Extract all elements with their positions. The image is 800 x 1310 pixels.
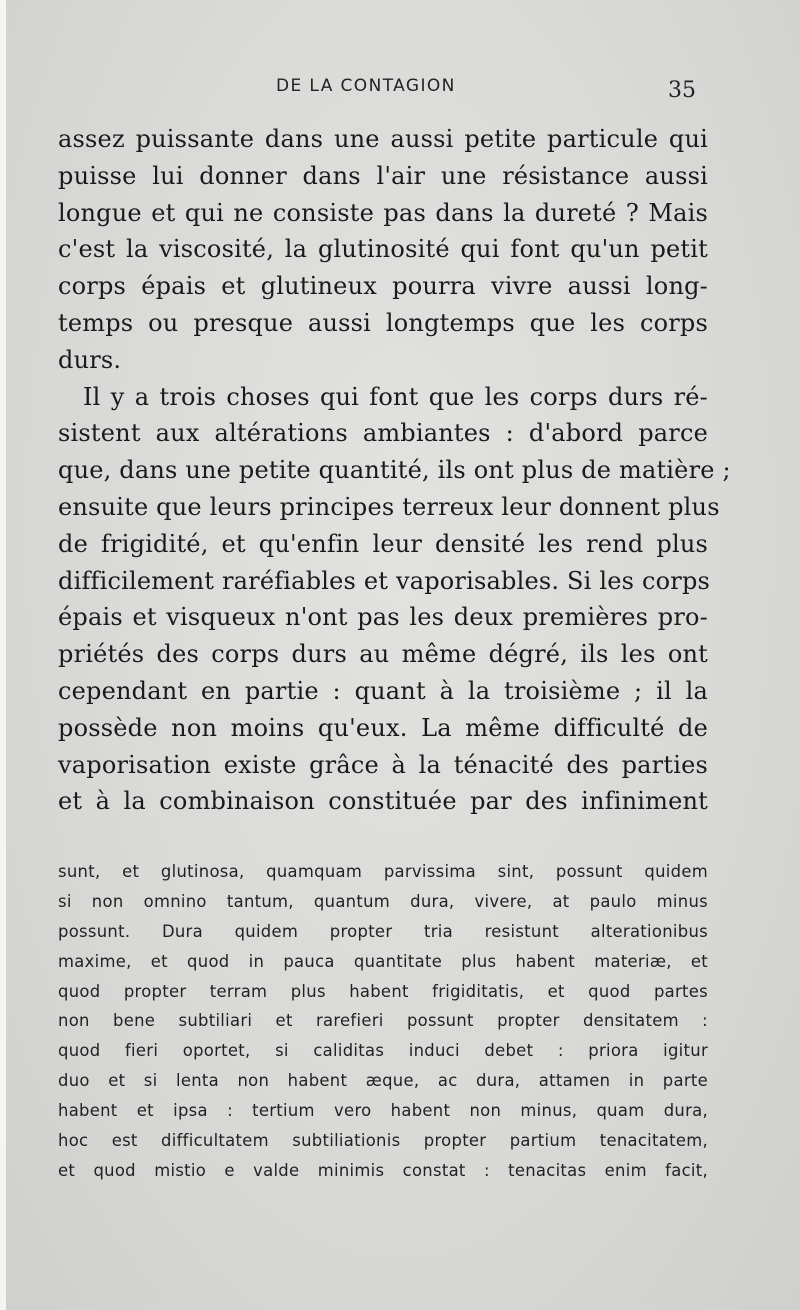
- page-number: 35: [668, 78, 696, 103]
- running-title: DE LA CONTAGION: [276, 76, 456, 96]
- text-line: vaporisation existe grâce à la ténacité des parties: [58, 750, 708, 779]
- main-text: [58, 121, 731, 820]
- footnote-line: quod propter terram plus habent frigiditatis, et quod partes: [58, 981, 708, 1001]
- text-line: temps ou presque aussi longtemps que les corps: [58, 308, 708, 337]
- footnote-line: non bene subtiliari et rarefieri possunt propter densitatem :: [58, 1011, 708, 1031]
- text-line: longue et qui ne consiste pas dans la dureté ? Mais: [58, 198, 708, 227]
- text-line: possède non moins qu'eux. La même difficulté de: [58, 713, 708, 742]
- text-line: c'est la viscosité, la glutinosité qui font qu'un petit: [58, 235, 708, 264]
- footnote-line: maxime, et quod in pauca quantitate plus habent materiæ, et: [58, 951, 708, 971]
- text-line: Il y a trois choses qui font que les corps durs ré-: [83, 382, 708, 411]
- text-line: priétés des corps durs au même dégré, ils les ont: [58, 640, 708, 669]
- text-line: assez puissante dans une aussi petite particule qui: [58, 125, 708, 153]
- text-line: et à la combinaison constituée par des infiniment: [58, 787, 708, 816]
- text-line: durs.: [58, 345, 122, 374]
- page-edge: [0, 0, 6, 1310]
- footnote-line: sunt, et glutinosa, quamquam parvissima sint, possunt quidem: [58, 862, 708, 881]
- footnote-line: et quod mistio e valde minimis constat : tenacitas enim facit,: [58, 1160, 708, 1180]
- text-line: ensuite que leurs principes terreux leur donnent plus: [58, 492, 720, 521]
- footnote-line: habent et ipsa : tertium vero habent non minus, quam dura,: [58, 1101, 708, 1121]
- footnote-line: possunt. Dura quidem propter tria resistunt alterationibus: [58, 921, 708, 941]
- text-line: cependant en partie : quant à la troisième ; il la: [58, 676, 708, 705]
- text-line: difficilement raréfiables et vaporisables. Si les corps: [58, 566, 711, 595]
- footnote-line: duo et si lenta non habent æque, ac dura, attamen in parte: [58, 1071, 708, 1091]
- text-line: sistent aux altérations ambiantes : d'abord parce: [58, 419, 708, 448]
- text-line: puisse lui donner dans l'air une résistance aussi: [58, 161, 708, 190]
- text-line: corps épais et glutineux pourra vivre aussi long-: [58, 272, 708, 301]
- running-head: [0, 76, 800, 102]
- footnote-line: hoc est difficultatem subtiliationis propter partium tenacitatem,: [58, 1131, 708, 1151]
- footnote-line: si non omnino tantum, quantum dura, vivere, at paulo minus: [58, 891, 708, 911]
- footnote-line: quod fieri oportet, si caliditas induci debet : priora igitur: [58, 1041, 708, 1061]
- text-line: que, dans une petite quantité, ils ont plus de matière ;: [58, 456, 731, 485]
- text-line: de frigidité, et qu'enfin leur densité les rend plus: [58, 529, 708, 558]
- text-line: épais et visqueux n'ont pas les deux premières pro-: [58, 603, 708, 632]
- footnote: [58, 857, 708, 1186]
